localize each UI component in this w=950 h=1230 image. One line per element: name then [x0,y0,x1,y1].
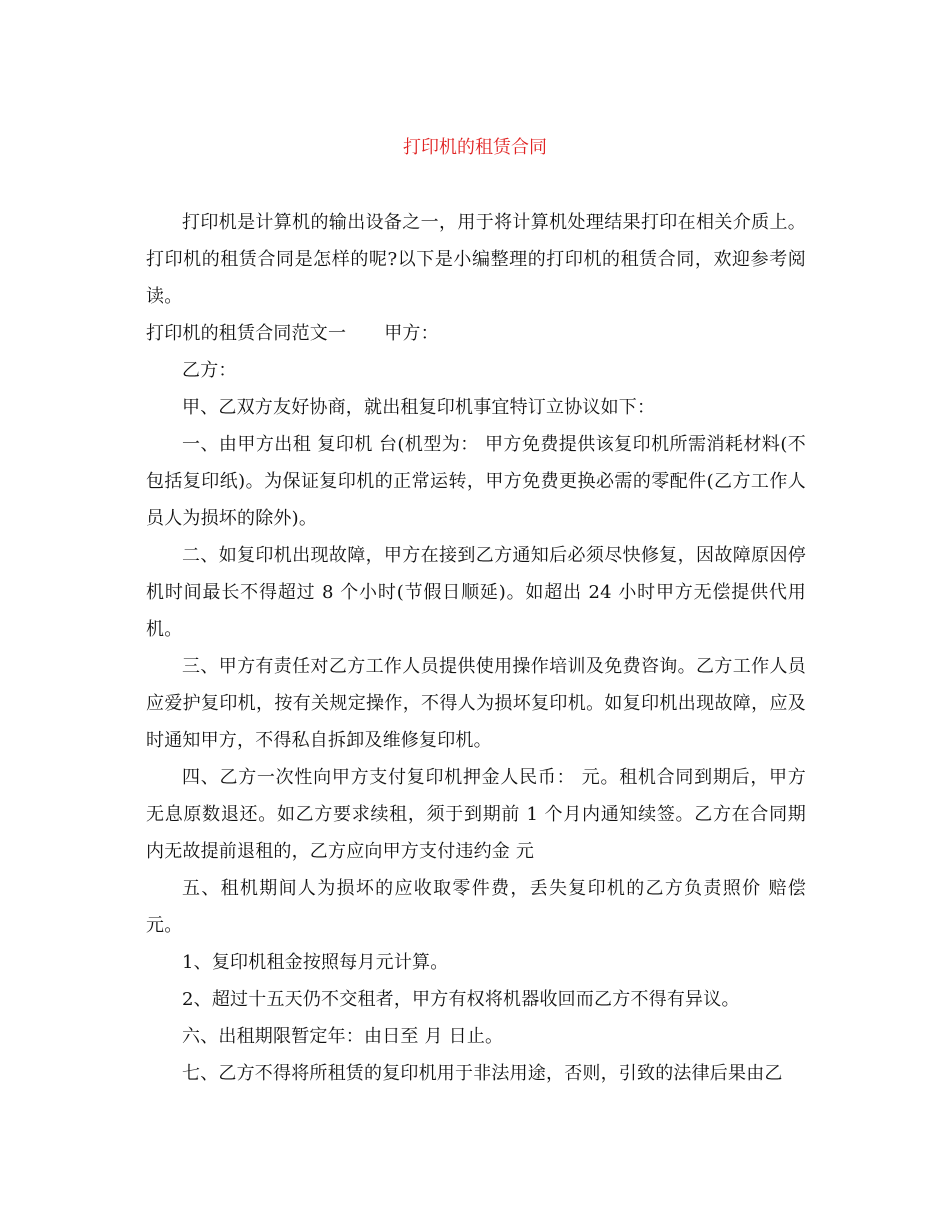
clause-5: 五、租机期间人为损坏的应收取零件费，丢失复印机的乙方负责照价 赔偿 元。 [146,878,806,936]
clause-6: 六、出租期限暂定年：由日至 月 日止。 [182,1026,504,1047]
clause-7: 七、乙方不得将所租赁的复印机用于非法用途，否则，引致的法律后果由乙 [182,1063,783,1084]
clause-5-item-2: 2、超过十五天仍不交租者，甲方有权将机器收回而乙方不得有异议。 [182,989,740,1010]
clause-3: 三、甲方有责任对乙方工作人员提供使用操作培训及免费咨询。乙方工作人员应爱护复印机，按有关规定操作，不得人为损坏复印机。如复印机出现故障，应及时通知甲方，不得私自拆卸及维修复印机。 [146,656,806,751]
document-title: 打印机的租赁合同 [403,137,547,158]
sample-heading-line [146,315,806,352]
clause-5-item-1: 1、复印机租金按照每月元计算。 [182,952,449,973]
sample-heading: 打印机的租赁合同范文一 [146,323,347,344]
party-a-label: 甲方： [384,323,439,344]
clause-4: 四、乙方一次性向甲方支付复印机押金人民币： 元。租机合同到期后，甲方无息原数退还。如乙方要求续租，须于到期前 1 个月内通知续签。乙方在合同期内无故提前退租的，乙方应向甲方支付违约金 元 [146,767,806,862]
intro-paragraph: 打印机是计算机的输出设备之一，用于将计算机处理结果打印在相关介质上。打印机的租赁合同是怎样的呢?以下是小编整理的打印机的租赁合同，欢迎参考阅读。 [146,212,806,307]
clause-1: 一、由甲方出租 复印机 台(机型为： 甲方免费提供该复印机所需消耗材料(不包括复印纸)。为保证复印机的正常运转，甲方免费更换必需的零配件(乙方工作人员人为损坏的除外)。 [146,434,806,529]
clause-2: 二、如复印机出现故障，甲方在接到乙方通知后必须尽快修复，因故障原因停机时间最长不得超过 8 个小时(节假日顺延)。如超出 24 小时甲方无偿提供代用机。 [146,545,806,640]
party-b-label: 乙方： [182,360,237,381]
agreement-paragraph: 甲、乙双方友好协商，就出租复印机事宜特订立协议如下： [182,397,656,418]
document-body [146,204,806,1092]
